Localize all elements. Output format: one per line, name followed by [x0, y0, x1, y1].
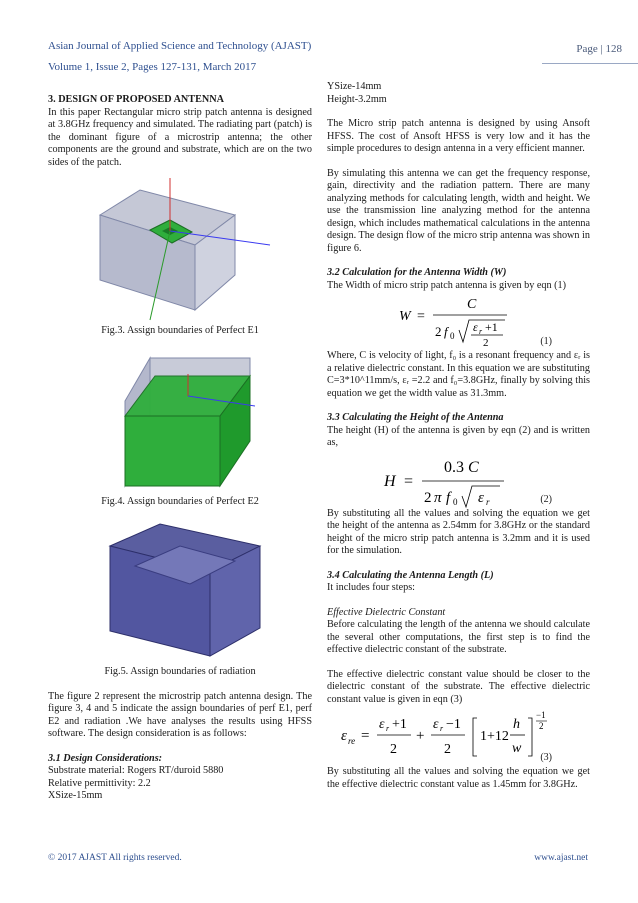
journal-volume: Volume 1, Issue 2, Pages 127-131, March 2017 — [48, 61, 257, 73]
svg-text:=: = — [361, 728, 370, 744]
spec-xsize: XSize-15mm — [48, 790, 103, 801]
effective-dielectric-text-1: Before calculating the length of the antenna we should calculate the several other computations, the first step is to find the effective dielectric constant of the substrate. — [327, 619, 590, 655]
section3-heading: 3. DESIGN OF PROPOSED ANTENNA — [48, 94, 224, 105]
svg-text:1+12: 1+12 — [480, 729, 509, 744]
sub32-text: The Width of micro strip patch antenna is given by eqn (1) — [327, 279, 567, 291]
spec-ysize: YSize-14mm — [327, 81, 382, 92]
equation-2-number: (2) — [540, 493, 552, 505]
svg-text:2: 2 — [424, 489, 432, 506]
svg-text:f: f — [444, 324, 448, 339]
svg-text:r: r — [479, 327, 483, 336]
svg-text:π: π — [434, 489, 442, 506]
svg-text:0: 0 — [450, 331, 455, 341]
footer-website[interactable]: www.ajast.net — [534, 853, 588, 863]
equation-1-formula — [397, 292, 547, 350]
svg-text:H: H — [384, 472, 396, 490]
page-header — [48, 36, 348, 78]
footer-copyright: © 2017 AJAST All rights reserved. — [48, 853, 182, 863]
svg-text:f: f — [446, 489, 451, 506]
svg-text:ε: ε — [379, 717, 385, 732]
section3-text: In this paper Rectangular micro strip patch antenna is designed at 3.8GHz frequency and simulated. The radiating part (patch) is the dominant figure of a microstrip antenna; the other components are the ground and substrate, which are on the two sides of the patch. — [48, 106, 312, 168]
effective-dielectric-heading: Effective Dielectric Constant — [327, 606, 446, 618]
svg-text:2: 2 — [539, 721, 544, 731]
sub34-heading: 3.4 Calculating the Antenna Length (L) — [327, 569, 494, 581]
svg-text:2: 2 — [444, 742, 451, 757]
svg-text:2: 2 — [390, 742, 397, 757]
svg-text:+1: +1 — [485, 320, 498, 334]
svg-text:−1: −1 — [446, 717, 461, 732]
equation-3-number: (3) — [540, 752, 552, 763]
sub33-text: The height (H) of the antenna is given by eqn (2) and is written as, — [327, 424, 590, 448]
svg-text:ε: ε — [478, 489, 484, 506]
fig3-image — [80, 175, 280, 325]
height-paragraph: By substituting all the values and solving the equation we get the height of the antenna as 2.54mm for 3.8GHz or the standard height of the micro strip patch antenna is 3.2mm and it is used for the simulation. — [327, 507, 590, 556]
svg-text:r: r — [386, 724, 390, 733]
svg-text:ε: ε — [433, 717, 439, 732]
svg-text:r: r — [486, 496, 490, 507]
spec-height: Height-3.2mm — [327, 93, 387, 105]
svg-text:re: re — [348, 736, 356, 746]
equation-1-number: (1) — [540, 336, 552, 347]
fig5-caption: Fig.5. Assign boundaries of radiation — [104, 666, 256, 677]
svg-text:0.3: 0.3 — [444, 458, 464, 476]
sub32-heading: 3.2 Calculation for the Antenna Width (W) — [327, 267, 507, 278]
page-number: Page | 128 — [576, 43, 622, 55]
final-paragraph: By substituting all the values and solving the equation we get the effective dielectric constant value as 1.45mm for 3.8GHz. — [327, 766, 590, 790]
sub34-text: It includes four steps: — [327, 582, 415, 593]
equation-3 — [327, 706, 590, 766]
svg-text:0: 0 — [453, 496, 458, 507]
svg-text:+: + — [416, 728, 425, 744]
spec-substrate: Substrate material: Rogers RT/duroid 5880 — [48, 765, 224, 776]
svg-text:ε: ε — [473, 320, 478, 334]
svg-text:C: C — [468, 458, 479, 476]
spec-permittivity: Relative permittivity: 2.2 — [48, 777, 151, 789]
svg-text:=: = — [417, 309, 425, 324]
equation-3-formula — [337, 706, 567, 766]
figures-text: The figure 2 represent the microstrip patch antenna design. The figure 3, 4 and 5 indicate the assign boundaries of perf E1, perf E2 and radiation .We have analyses the results using HFSS software. The design consideration is as follows: — [48, 690, 312, 739]
fig3-caption: Fig.3. Assign boundaries of Perfect E1 — [101, 325, 259, 336]
journal-title: Asian Journal of Applied Science and Technology (AJAST) — [48, 40, 312, 52]
header-rule — [542, 63, 638, 64]
right-column — [327, 81, 590, 791]
svg-text:ε: ε — [341, 728, 347, 744]
effective-dielectric-text-2: The effective dielectric constant value should be closer to the dielectric constant of the substrate. The effective dielectric constant value is given in eqn (3) — [327, 668, 590, 705]
fig4-caption: Fig.4. Assign boundaries of Perfect E2 — [101, 495, 259, 507]
sub31-heading: 3.1 Design Considerations: — [48, 752, 163, 764]
svg-text:+1: +1 — [392, 717, 407, 732]
left-column — [48, 94, 312, 803]
svg-text:h: h — [513, 717, 520, 732]
sub33-heading: 3.3 Calculating the Height of the Antenna — [327, 412, 504, 423]
svg-text:2: 2 — [435, 324, 442, 339]
svg-text:2: 2 — [483, 337, 489, 349]
svg-text:−1: −1 — [536, 710, 546, 720]
hfss-paragraph: The Micro strip patch antenna is designed by using Ansoft HFSS. The cost of Ansoft HFSS is very low and it has the simple procedures to design antenna in a very efficient manner. — [327, 118, 590, 154]
equation-2 — [327, 450, 590, 508]
where-paragraph: Where, C is velocity of light, f₀ is a resonant frequency and εᵣ is a relative dielectric constant. In this equation we are substituting C=3*10^11mm/s, εᵣ =2.2 and f₀=3.8GHz, finally by solving this equation we get the width value as 31.3mm. — [327, 350, 590, 399]
svg-text:r: r — [440, 724, 444, 733]
fig4-image — [80, 346, 280, 496]
svg-text:w: w — [512, 741, 522, 756]
fig5-image — [80, 516, 280, 666]
equation-1 — [327, 292, 590, 350]
equation-2-formula — [382, 452, 532, 510]
simulation-paragraph: By simulating this antenna we can get the frequency response, gain, directivity and the radiation pattern. There are many analyzing methods for calculating length, width and height. We use the transmission line analyzing method for the antenna design, which includes mathematical calculations in the antenna design. The design flow of the micro strip antenna was shown in figure 6. — [327, 167, 590, 254]
svg-text:=: = — [404, 472, 414, 490]
svg-text:C: C — [467, 297, 477, 312]
svg-text:W: W — [399, 309, 411, 324]
